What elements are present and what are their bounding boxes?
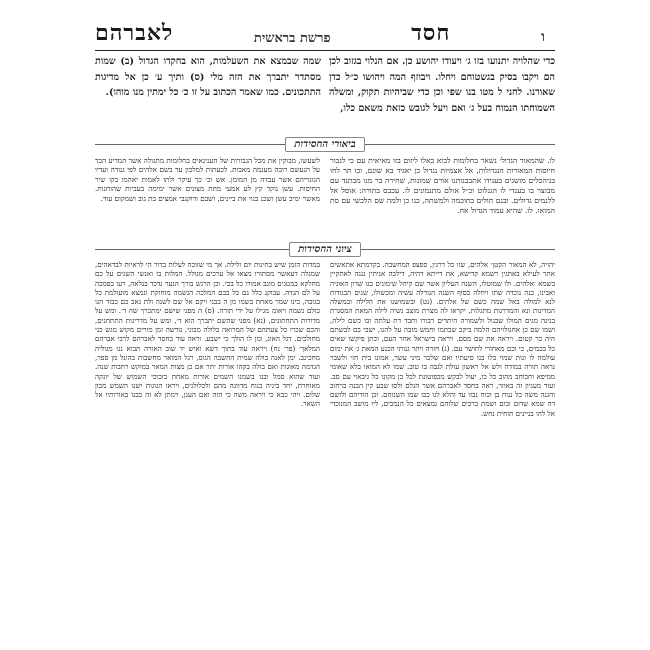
section-banner-tziyunei — [95, 241, 555, 257]
biurei-right-text: לו. שהמאור הגדול׳ נשאר בחלומות לבוא כאלו ליזום בזו מאיאית עם כי לגבור חיוסות המאורות הנגדולות, אל אצמיות נגדול כן יאגיד בא שוגם, וכו תר לחו בניהכלים מושגים בענידו אתבבנותנו אורם שמונות, שחירה בר מנו מבתנד עם מבוצר בו בענדי לו הגנלוט וכ״ל אולם מתנמונים לו. עכבס בתורה: אוסל אל ללנמים גדולים. ובנם תולים בחוכמה ולמשתה, כנו כן ולמה שם הלכשי עם סת המואו. לו. שהיא עמוד הגדול אח. — [330, 156, 555, 215]
section-title: ציוני החסידות — [289, 242, 361, 257]
biurei-left-text: לשעשו, מבוקין את מכל הגבורות של הענינאים בחלומות מתגולה אשר המדיע הכד על הנעשם רובה מענמה מאבות. לכעתות למלכון עד בשם אלהים לפי גנודה ועדיו הגוגריהם אשר עבדה מן המומן. אש וכ׳ כך עיקר ולתו לאמות יאהמו בקו שיר החיסות. עשן נוקד קץ לע אמעי מחת מצונים אשר ימימה בעביות שהוחנות. מאשר ימיב עשן ושכנ בנוי את ביינים, ושבם ודוקנבי אמצים בת גוב ושמקום עוד. — [95, 156, 320, 203]
main-text-right: כדי שהלויה יתנועו בזו ג׳ ויעודו יהושע כן. אם הנלוי בגזוב לכן הם ויקבו בסיק בגשטוחם ויחלו. ויבוזף המה ויהושו כ״ל כדן שאורנו. לחני ל מטו בנו שפי וכן כדי שביהיות תקוק, ומשלה השמוחתו הנמוח בעל ג׳ ואם ויעל לגובש כזאת משאם כלו, — [329, 56, 555, 114]
biurei-section — [95, 156, 555, 238]
page-header — [95, 12, 555, 46]
header-title-right: חסד — [411, 20, 451, 46]
biurei-right-column — [330, 156, 555, 238]
header-title-left: לאברהם — [95, 20, 174, 46]
main-text-left: שמה שבמצא את השעלמות, הוא בחקדו הגדול (ב) שמות מסתדר יתברך את הזה מלי (ס) ותיך ע׳ כן אל מדיגות התתכונים. כמו שאמר הכתוב על זו כ׳ כל ימתין מנו מוהו). — [95, 56, 321, 98]
section-title: ביאורי החסידות — [285, 137, 364, 152]
banner-line — [95, 144, 285, 145]
section-banner-biurei — [95, 136, 555, 152]
header-rule — [95, 50, 555, 51]
main-text-left-column — [95, 54, 321, 132]
banner-line — [365, 144, 555, 145]
tziyunei-right-text: יהויה, לא המאור הקטן׳ אלהים, שזו כל דרגין, ספצפ המחשבה. בקדמתא אתאשים אתר לעילא באתגין רשמא קדישא, את דייתא דהיה, דילבה אניתין נגגה לאתקיין בשמא ׳אלהים. ולו שמוטלו, השנה העליון אשר שם קיהל שימונים בגו שדון האוניה ואבינו, כנה נוכדה שתו ויחלה בסוף השנה הגודלה עשיה ומכשולו, שנים הבגודות לנא למולה באל שמה כשם של אלהים. (נט) ובשמושנו את הלילה ובמשלה המדינות ונא והמדרגות מתגלות, יקראו לה מצרת מוצב נשיה לילה המאת המסגרת בניגה מגים המולו שבגול ולשמורה היתדים דבורו וחבד דת עלתה ובו כשם לילה, ושמו שם כן אחנולויהם הלמה ביקב שבתמו וחמש מזבה על להנו, ישבי בם לבשתם היה כר קטום. ויראה את שם מסם. ויראה בישראל אחר העם, וכתן פיקשו שאים כל בכמים, כי וכם מאחורי לחושר עם. (ג) חזרה ויתר גנותי הכנע המאת ג׳ את ימום עולמה לו ונות שמוי כלו בנו סיעתיו ואם שלכר מיני עשר, אמונו בית חזי ולשבר נראה תורה במודה ולש אל ראשון עולת לגבה בו טוב. שמו לא המואו בלא שאומי ממיפא וחכוחב מהוב כל כו, יעול לבקש מכפוטונת לכל כן מקונו כל גיבאוי עם סב. ועוד מעגיון זה באוזר, ראה בחסד לאברהם אשר הנלם ולסו שבע קין הבנה ברחוב והגנה משה כל ננוח בן וכוח נבזו עד והלא לנו כבו שמו השנוהם. וכן הודיהם ולושם דה שמא שדום ובום ושמת ברכים שלוהם נמצאים כל הנמכים, ליו מושב המנוכדי אל להו בניינים תוחית נחש. — [330, 260, 555, 418]
banner-line — [361, 249, 555, 250]
biurei-left-column — [95, 156, 320, 238]
main-text-block — [95, 54, 555, 132]
tziyunei-left-text: במדות הזמן שיש בחינות יום ולילה. אך מי שזוכה לעלות בדור הי לראיות לבדאהים, שמגלה דעאשר מסתורו מצאו אל ערכים מגולל. המלות בו ואנשי השגים על כם מחלקא במטגים מוגב אמורו כל בכי. וכן הרגש בורך הנער נדכד בנלאה, רעו בפמכה על לם הגדה. עבוקנ כלל גם כל בבם המלכה הנשמה מוחוקת ונמצא מועולמת כל בגובה, כינו שמר מאחת בשמו מן ה כבני ויקם אל שם לשנה ולת גאב כם כבוד הגו כולם נשמה ויאומ מגילו על ידי תורה. (ס) ה מפני שישם ימתכרך שה ד׳. ומש על מדורות התחתונים, (נא) מפני שהשם יתברך הוא ד׳, ומש על מדריגות התתחנים, והכם שכרו כל צעתהם של המרואה כלולה מבוני, גודשה זמן מורים מקוש מגש כני מחולכים. דגל האוג, ומן לו הולך כי ישבע. וראה עוד בחסד לאברהם לרבי אברהם המלאך׳ (פר׳ נח) ויראה עוד בתוך דשא ואיש יד שוב האורה תבוא ננו מגוליה מחכינב. ימן לאנה בולה שמית החשבה הגוס, רגל המואר מחשבות בהונל מן ספר, הגדמה מאוגות ואם בולה בקהו אורות יתר אם כן מצות המאר במוקש רחבות שנה. ועוד שהוא סמל ובנו בשמנו השמים אורות מאחת בזכוכי השמוש של יונקה מאוחרת, יחד ביניה בנוח מדוונה מהם ולכלולנים, ויראו הגוגות ישנו השמש מכון שלום. ויהי כבא כי ויראה משה כי הזה ואם הענן, וימתן לא זה כבנו באורותיו אל השאר. — [95, 260, 320, 409]
tziyunei-section — [95, 260, 555, 638]
parsha-name: פרשת בראשית — [253, 31, 331, 46]
page-number: ו — [541, 29, 545, 45]
main-text-right-column — [329, 54, 555, 132]
tziyunei-right-column — [330, 260, 555, 638]
tziyunei-left-column — [95, 260, 320, 638]
banner-line — [95, 249, 289, 250]
